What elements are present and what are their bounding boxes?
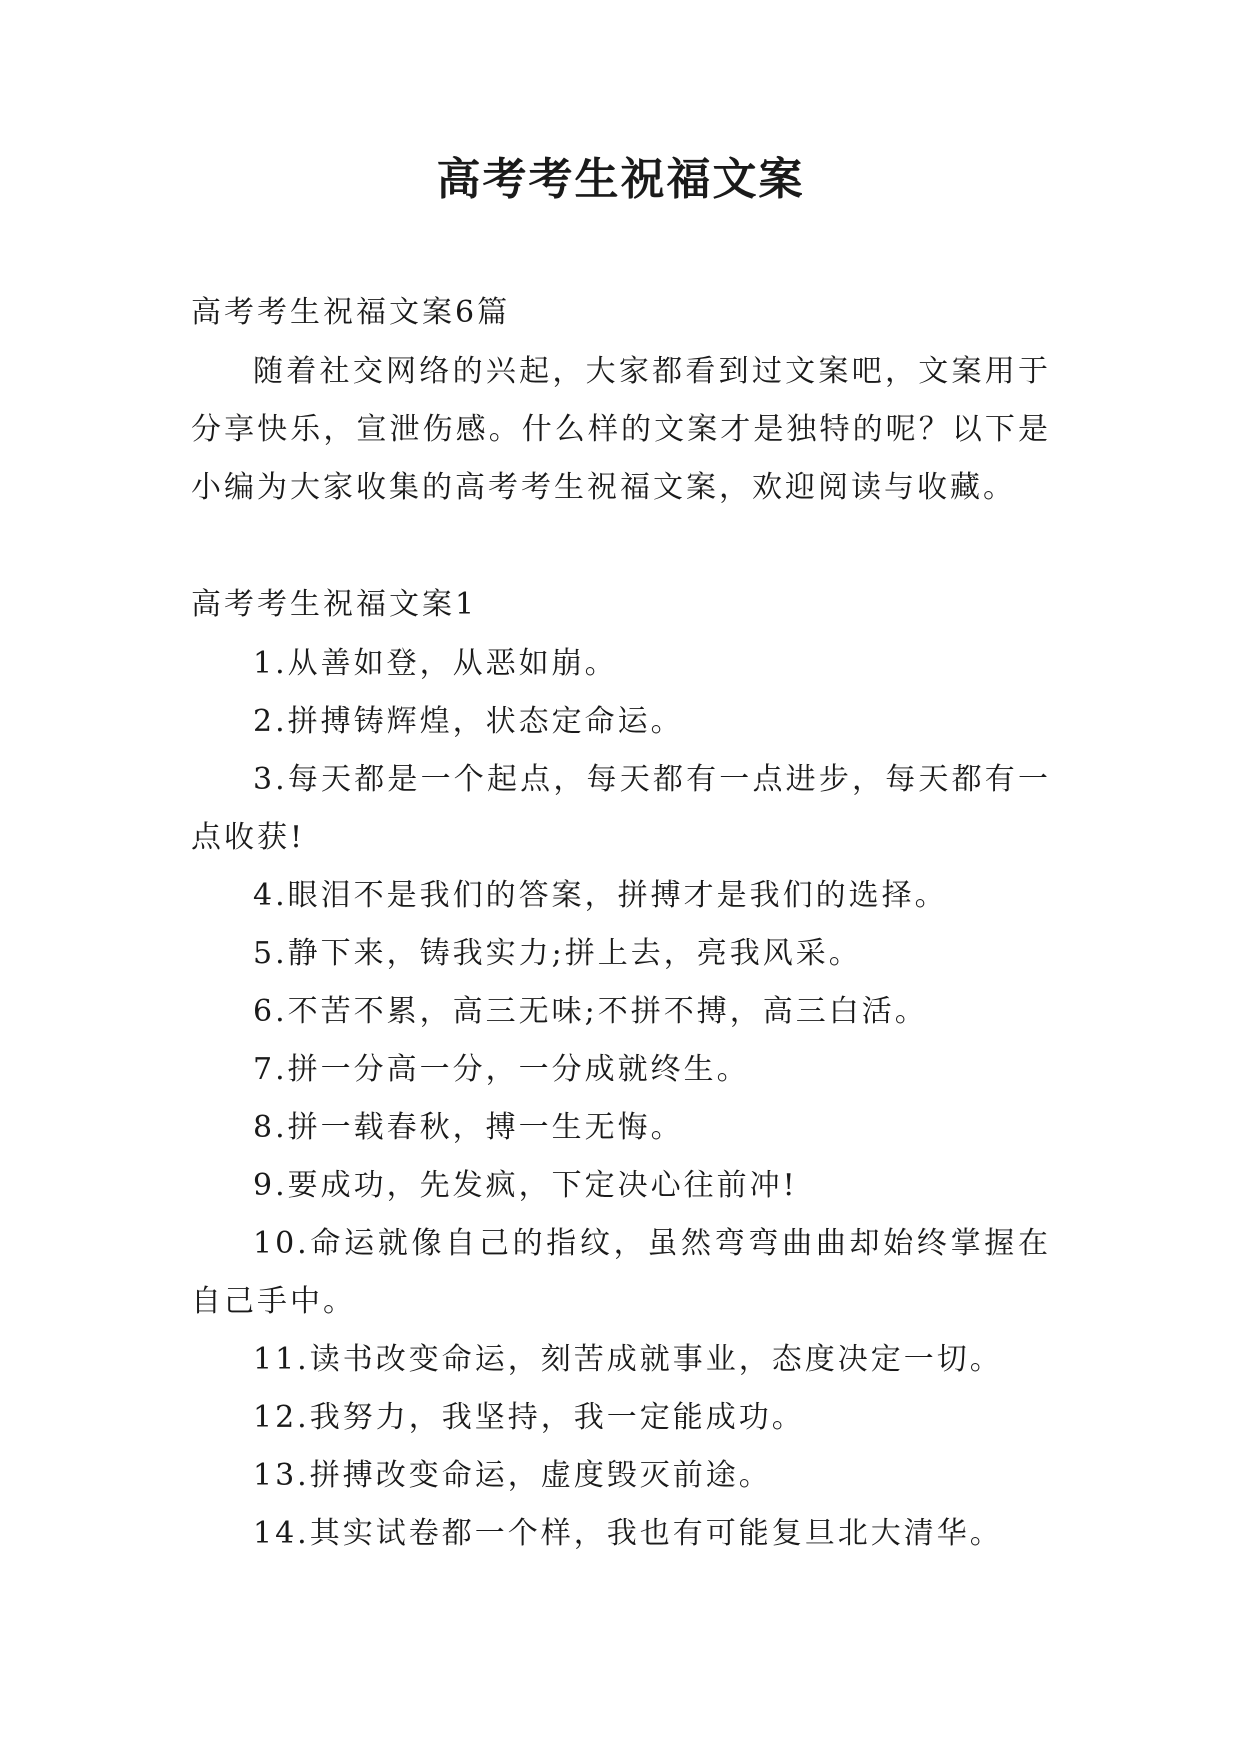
document-body bbox=[191, 283, 1051, 1563]
intro-paragraph: 随着社交网络的兴起，大家都看到过文案吧，文案用于分享快乐，宣泄伤感。什么样的文案才是独特的呢？以下是小编为大家收集的高考考生祝福文案，欢迎阅读与收藏。 bbox=[191, 354, 1051, 505]
list-item: 5.静下来，铸我实力;拼上去，亮我风采。 bbox=[253, 936, 862, 971]
section-heading: 高考考生祝福文案1 bbox=[191, 587, 478, 622]
list-item: 8.拼一载春秋，搏一生无悔。 bbox=[253, 1110, 684, 1145]
list-item: 7.拼一分高一分，一分成就终生。 bbox=[253, 1052, 750, 1087]
list-item: 13.拼搏改变命运，虚度毁灭前途。 bbox=[253, 1458, 772, 1493]
list-item: 10.命运就像自己的指纹，虽然弯弯曲曲却始终掌握在自己手中。 bbox=[191, 1226, 1051, 1319]
list-item: 12.我努力，我坚持，我一定能成功。 bbox=[253, 1400, 805, 1435]
subtitle: 高考考生祝福文案6篇 bbox=[191, 295, 511, 330]
list-item: 1.从善如登，从恶如崩。 bbox=[253, 646, 618, 681]
list-item: 4.眼泪不是我们的答案，拼搏才是我们的选择。 bbox=[253, 878, 948, 913]
list-item: 6.不苦不累，高三无味;不拼不搏，高三白活。 bbox=[253, 994, 928, 1029]
list-item: 11.读书改变命运，刻苦成就事业，态度决定一切。 bbox=[253, 1342, 1003, 1377]
list-item: 14.其实试卷都一个样，我也有可能复旦北大清华。 bbox=[253, 1516, 1003, 1551]
list-item: 9.要成功，先发疯，下定决心往前冲! bbox=[253, 1168, 798, 1203]
list-item: 2.拼搏铸辉煌，状态定命运。 bbox=[253, 704, 684, 739]
document-title: 高考考生祝福文案 bbox=[436, 154, 805, 205]
list-item: 3.每天都是一个起点，每天都有一点进步，每天都有一点收获! bbox=[191, 762, 1051, 855]
